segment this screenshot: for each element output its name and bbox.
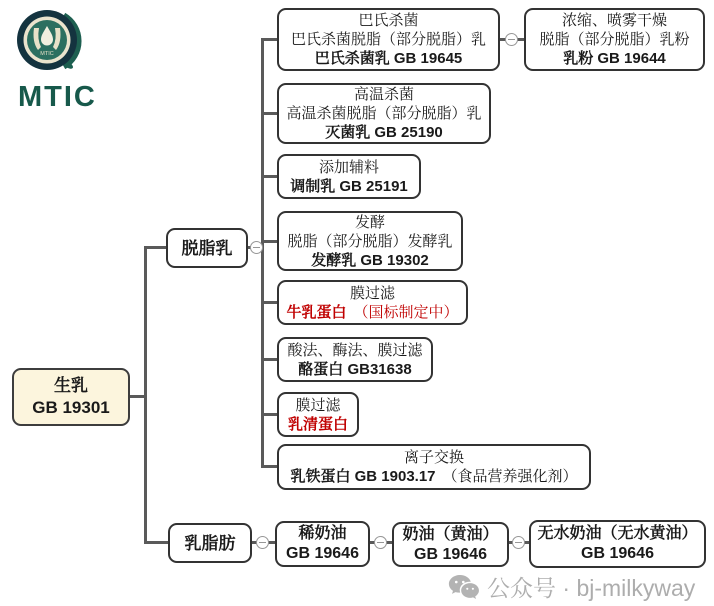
node-casein[interactable] xyxy=(277,337,433,382)
process-label: 巴氏杀菌 xyxy=(358,12,419,29)
collapse-toggle-icon[interactable] xyxy=(250,241,263,254)
node-title: 脱脂乳 xyxy=(181,238,233,258)
description-label: 脱脂（部分脱脂）发酵乳 xyxy=(287,232,453,250)
node-title: 稀奶油 xyxy=(298,525,347,542)
product-standard: 发酵乳 GB 19302 xyxy=(311,251,429,269)
process-label: 添加辅料 xyxy=(318,158,379,176)
connector-line xyxy=(261,358,277,361)
mtic-logo xyxy=(14,6,124,114)
node-raw-milk[interactable] xyxy=(12,368,130,426)
collapse-toggle-icon[interactable] xyxy=(505,33,518,46)
collapse-toggle-icon[interactable] xyxy=(256,536,269,549)
wechat-icon xyxy=(448,573,480,600)
node-title: 乳脂肪 xyxy=(184,533,236,553)
watermark xyxy=(448,570,695,603)
svg-text:MTIC: MTIC xyxy=(40,51,54,57)
collapse-toggle-icon[interactable] xyxy=(512,536,525,549)
process-label: 离子交换 xyxy=(403,449,464,466)
node-standard: GB 19646 xyxy=(414,545,487,563)
product-standard: 巴氏杀菌乳 GB 19645 xyxy=(314,50,463,67)
mtic-seal-icon xyxy=(14,6,82,74)
product-standard: 酪蛋白 GB31638 xyxy=(298,360,412,378)
connector-line xyxy=(261,112,277,115)
node-pasteurized-milk[interactable] xyxy=(277,8,500,71)
connector-line xyxy=(129,395,144,398)
node-sterilized-milk[interactable] xyxy=(277,83,491,144)
process-label: 膜过滤 xyxy=(349,284,395,302)
connector-line xyxy=(261,175,277,178)
description-label: 脱脂（部分脱脂）乳粉 xyxy=(539,31,690,48)
node-milk-protein[interactable] xyxy=(277,280,468,325)
process-label: 高温杀菌 xyxy=(353,86,414,103)
node-skim-milk[interactable] xyxy=(166,228,248,268)
product-standard: 调制乳 GB 25191 xyxy=(290,177,408,195)
connector-line xyxy=(261,38,277,41)
node-standard: GB 19646 xyxy=(286,545,359,562)
product-standard: 乳铁蛋白 GB 1903.17 （食品营养强化剂） xyxy=(290,468,578,485)
node-title: 奶油（黄油） xyxy=(402,525,499,543)
product-standard: 灭菌乳 GB 25190 xyxy=(325,124,443,141)
node-title: 无水奶油（无水黄油） xyxy=(537,525,698,542)
node-modified-milk[interactable] xyxy=(277,154,421,199)
node-standard: GB 19301 xyxy=(32,398,110,417)
watermark-text: 公众号 · bj-milkyway xyxy=(487,575,696,601)
process-label: 膜过滤 xyxy=(295,396,341,414)
connector-line xyxy=(261,465,277,468)
product-standard: 牛乳蛋白 （国标制定中） xyxy=(286,303,459,321)
process-label: 浓缩、喷雾干燥 xyxy=(561,12,667,29)
connector-line xyxy=(144,246,147,544)
node-lactoferrin[interactable] xyxy=(277,444,591,490)
collapse-toggle-icon[interactable] xyxy=(374,536,387,549)
connector-line xyxy=(144,541,168,544)
mtic-wordmark: MTIC xyxy=(18,81,97,113)
node-whey-protein[interactable] xyxy=(277,392,359,437)
description-label: 巴氏杀菌脱脂（部分脱脂）乳 xyxy=(290,31,486,48)
connector-line xyxy=(261,240,277,243)
node-cream[interactable] xyxy=(275,521,370,567)
node-anhydrous-butter[interactable] xyxy=(529,520,706,568)
node-milk-powder[interactable] xyxy=(524,8,705,71)
process-label: 发酵 xyxy=(354,213,385,231)
connector-line xyxy=(261,301,277,304)
node-butter[interactable] xyxy=(392,522,509,567)
connector-line xyxy=(144,246,166,249)
process-label: 酸法、酶法、膜过滤 xyxy=(287,341,423,359)
product-standard: 乳清蛋白 xyxy=(287,415,348,433)
node-fermented-milk[interactable] xyxy=(277,211,463,271)
node-standard: GB 19646 xyxy=(581,545,654,562)
connector-line xyxy=(261,413,277,416)
node-title: 生乳 xyxy=(54,376,88,395)
description-label: 高温杀菌脱脂（部分脱脂）乳 xyxy=(286,105,482,122)
connector-line xyxy=(261,38,264,468)
node-milk-fat[interactable] xyxy=(168,523,252,563)
product-standard: 乳粉 GB 19644 xyxy=(563,50,666,67)
